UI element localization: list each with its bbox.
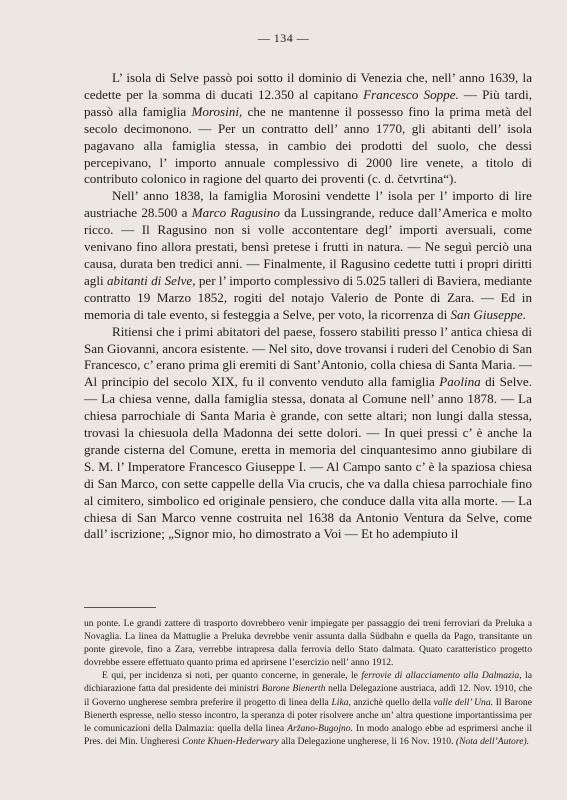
text-run: — Più tardi, passò alla famiglia — [84, 86, 533, 119]
text-run: alla Delegazione ungherese, li 16 Nov. 1910. — [278, 735, 456, 747]
italic-text: San Giuseppe. — [450, 306, 527, 322]
italic-text: Paolina — [439, 374, 481, 390]
text-run: Ritiensi che i primi abitatori del paese, fossero stabiliti presso l’ antica chiesa di San Giovanni, ancora esistente. — Nel sito, dove trovansi i ruderi del Cenobio di San Francesco, c’ erano prima gli eremiti di Sant’Antonio, colla chiesa di Santa Maria. — Al principio del secolo XIX, fu il convento venduto alla famiglia — [84, 323, 532, 390]
italic-text: Francesco Soppe. — [363, 86, 459, 102]
italic-text: Aržano-Bugojno. — [287, 722, 353, 734]
italic-text: Morosini, — [191, 103, 243, 119]
italic-text: Lika, — [331, 696, 351, 708]
italic-text: valle dell’ Una. — [433, 696, 494, 708]
text-run: In modo analogo ebbe ad esprimersi anche il Pres. dei Min. Ungheresi — [84, 722, 533, 747]
italic-text: Barone Bienerth — [261, 683, 326, 695]
text-run: la dichiarazione fatta dal presidente dei ministri — [84, 670, 532, 695]
footnotes — [84, 617, 532, 748]
footnote — [84, 617, 532, 669]
paragraph — [84, 188, 532, 323]
paragraph — [84, 70, 532, 188]
text-run: anzichè quello della — [350, 696, 434, 708]
text-run: Il Barone Bienerth espresse, nello stesso incontro, la speranza di poter risolvere anche un’ altra questione importantissima per le comunicazioni della Dalmazia: quella della linea — [84, 696, 532, 734]
text-run: L’ isola di Selve passò poi sotto il dominio di Venezia che, nell’ anno 1639, la cedette per la somma di ducati 12.350 al capitano — [84, 70, 532, 102]
text-run: nella Delegazione austriaca, addì 12. Nov. 1910, che il Governo ungherese sembra preferire il progetto di linea della — [84, 683, 533, 708]
italic-text: Conte Khuen-Hederwary — [182, 735, 279, 747]
italic-text: (Nota dell’Autore). — [455, 735, 530, 747]
paragraph — [84, 324, 532, 544]
main-text — [84, 70, 532, 543]
text-run: per l’ importo complessivo di 5.025 talleri di Baviera, mediante contratto 19 Marzo 1852, rogiti del notajo Valerio de Ponte di Zara. — Ed in memoria di tale evento, si festeggia a Selve, per voto, la ricorrenza di — [84, 272, 532, 322]
footnote — [84, 669, 532, 748]
page-number: — 134 — — [257, 31, 310, 45]
italic-text: Marco Ragusino — [191, 205, 280, 221]
text-run: un ponte. Le grandi zattere di trasporto dovrebbero venir impiegate per passaggio dei treni ferroviari da Preluka a Novaglia. La linea da Mattuglie a Preluka devrebbe venir assunta dalla Südbahn e quella da Pago, transitante un ponte girevole, fino a Zara, verrebbe intrapresa dalla ferrovia dello Stato dalmata. Quato caratteristico progetto dovrebbe essere effettuato quanto prima ed aprirsene l’esercizio nell’ anno 1912. — [84, 618, 532, 669]
text-run: E qui, per incidenza si noti, per quanto concerne, in generale, le — [102, 670, 362, 682]
text-run: Nell’ anno 1838, la famiglia Morosini vendette l’ isola per l’ importo di lire austriache 28.500 a — [84, 188, 532, 221]
italic-text: ferrovie di allacciamento alla Dalmazia, — [361, 670, 522, 682]
text-run: di Selve. — La chiesa venne, dalla famiglia stessa, donata al Comune nell’ anno 1878. — La chiesa parrochiale di Santa Maria è grande, con sette altari; non lungi dalla stessa, trovasi la chiesuola della Madonna dei sette dolori. — In quei pressi c’ è anche la grande cisterna del Comune, eretta in memoria del cinquantesimo anno giubilare di S. M. l’ Imperatore Francesco Giuseppe I. — Al Campo santo c’ è la spaziosa chiesa di San Marco, con sette cappelle della Via crucis, che va dalla chiesa parrochiale fino al cimitero, simbolico ed originale pensiero, che conduce dalla vita alla morte. — La chiesa di San Marco venne costruita nel 1638 da Antonio Ventura da Selve, come dall’ iscrizione; „Signor mio, ho dimostrato a Voi — Et ho adempiuto il — [84, 374, 532, 542]
italic-text: abitanti di Selve, — [106, 272, 196, 288]
text-run: da Lussingrande, reduce dall’America e molto ricco. — Il Ragusino non si volle accontentare degl’ importi aversuali, come venivano fino allora prestati, bensì pretese i frutti in natura. — Ne seguì perciò una causa, durata ben tredici anni. — Finalmente, il Ragusino cedette tutti i propri diritti agli — [84, 205, 532, 288]
footnote-separator — [84, 607, 156, 608]
text-run: che ne mantenne il possesso fino la prima metà del secolo decimonono. — Per un contratto dell’ anno 1770, gli abitanti dell’ isola pagavano alla famiglia stessa, in cambio dei prodotti del suolo, che dessi percepivano, l’ importo annuale complessivo di 2000 lire venete, a titolo di contributo colonico in ragione del quarto dei proventi (c. d. četvrtina“). — [84, 103, 532, 187]
